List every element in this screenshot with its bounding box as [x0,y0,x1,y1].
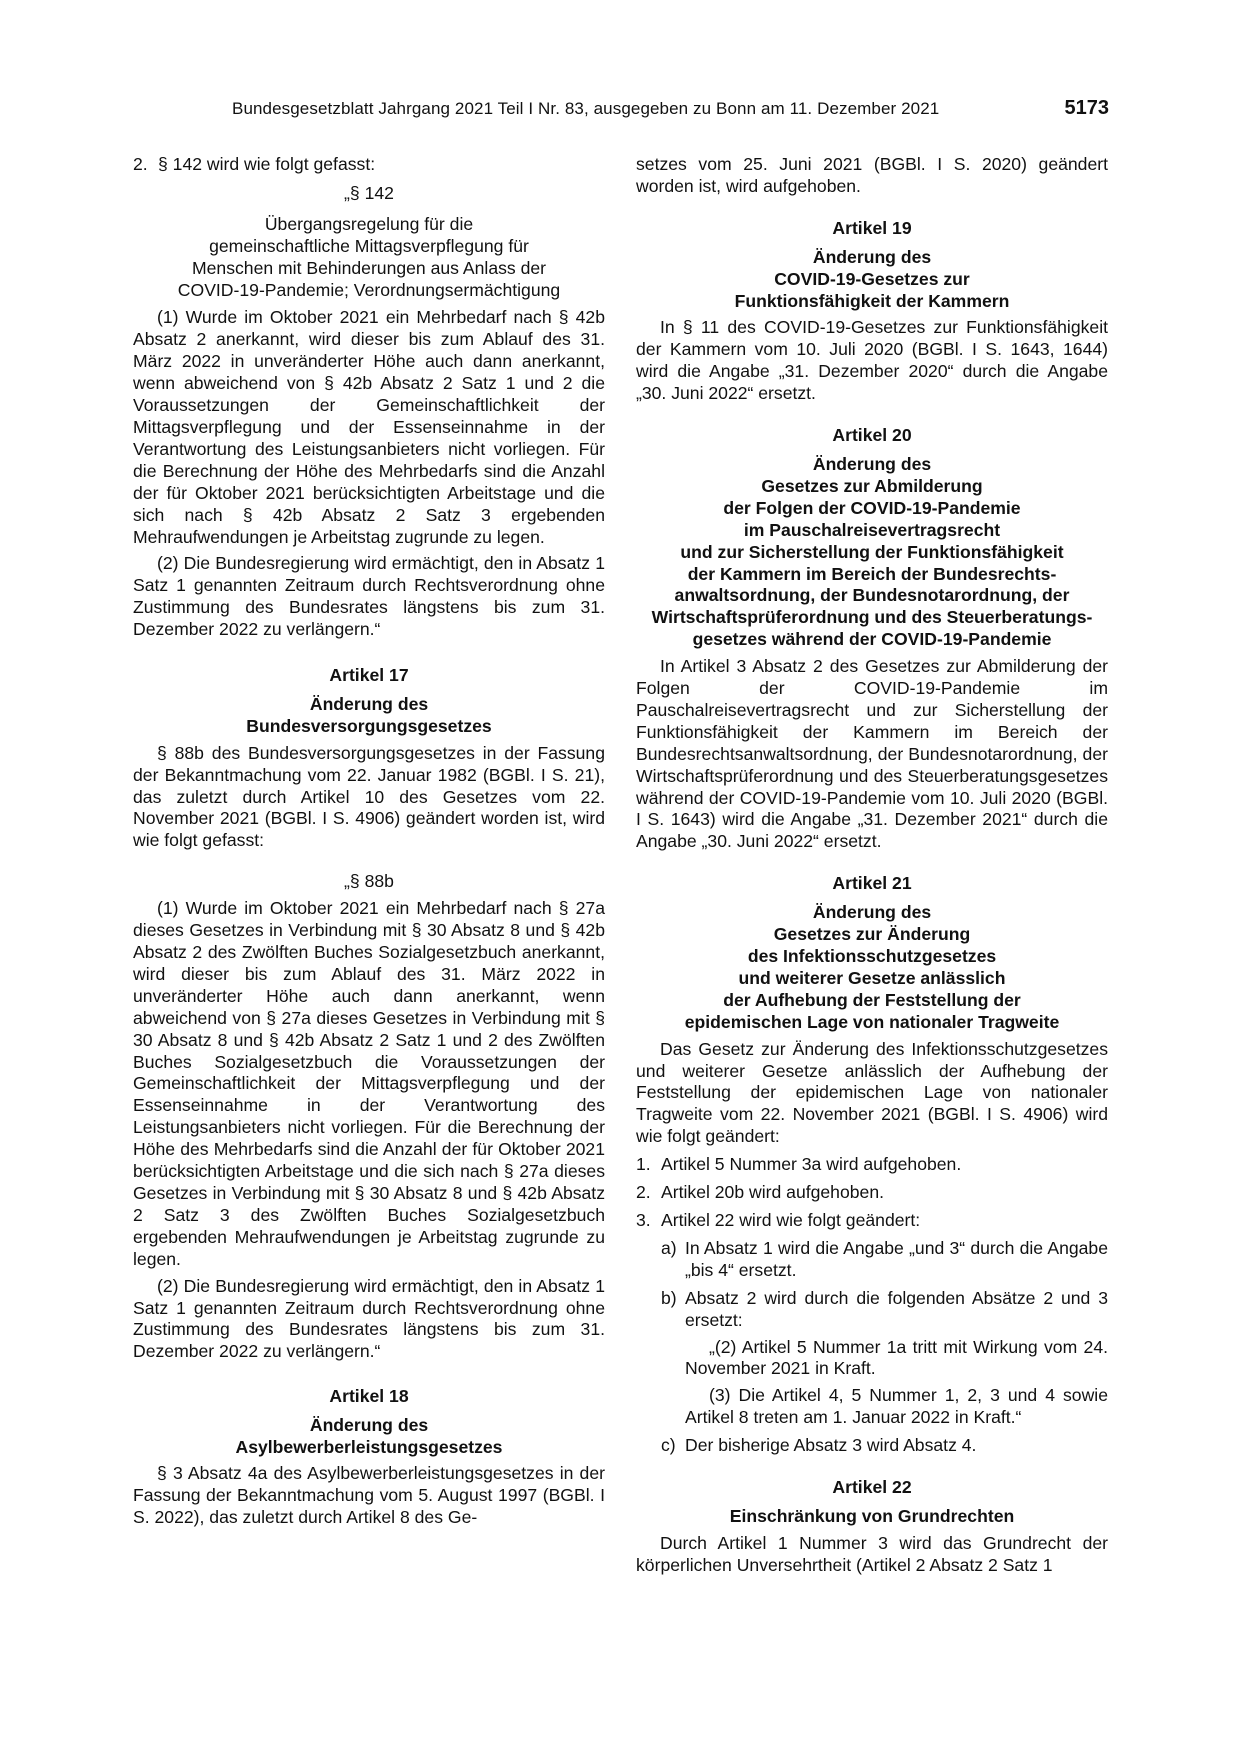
section-number: „§ 142 [344,182,394,203]
list-item [636,1210,1108,1232]
section-title-line: Menschen mit Behinderungen aus Anlass der [191,257,547,278]
sub-list-item [661,1288,1108,1332]
sub-list-item [661,1435,1108,1457]
right-column [636,154,1108,1577]
article-title-line: im Pauschalreisevertragsrecht [743,519,1001,540]
article-title-line: Änderung des [812,246,932,267]
list-item [133,154,605,176]
article-title [636,902,1108,1033]
section-title-line: Übergangsregelung für die [264,213,474,234]
article-title [636,247,1108,313]
list-item-number: 1. [636,1154,651,1175]
sub-list-item-text: Der bisherige Absatz 3 wird Absatz 4. [685,1435,977,1456]
article-title-line: Änderung des [812,453,932,474]
article-title-line: der Aufhebung der Feststellung der [723,989,1021,1010]
article-title-line: Einschränkung von Grundrechten [729,1505,1015,1526]
section-title-line: gemeinschaftliche Mittagsverpflegung für [209,235,529,256]
article-title-line: Funktionsfähigkeit der Kammern [734,290,1010,311]
article-title-line: COVID-19-Gesetzes zur [774,268,970,289]
article-title-line: gesetzes während der COVID-19-Pandemie [692,629,1052,650]
header-title: Bundesgesetzblatt Jahrgang 2021 Teil I Nr. 83, ausgegeben zu Bonn am 11. Dezember 2021 [232,99,940,118]
article-label: Artikel 17 [329,665,409,686]
article-title-line: anwaltsordnung, der Bundesnotarordnung, der [674,585,1070,606]
list-item-number: 2. [636,1182,651,1203]
paragraph: (1) Wurde im Oktober 2021 ein Mehrbedarf nach § 27a dieses Gesetzes in Verbindung mit § 30 Absatz 8 und § 42b Absatz 2 des Zwölften Buches Sozialgesetzbuch anerkannt, wird dieser bis zum Ablauf des 31. März 2022 in unveränderter Höhe auch dann anerkannt, wenn abweichend von § 27a dieses Gesetzes in Verbindung mit § 30 Absatz 8 und § 42b Absatz 2 Satz 1 und 2 des Zwölften Buches Sozialgesetzbuch die Voraussetzungen der Gemeinschaftlichkeit der Mittagsverpflegung und der Essenseinnahme in der Verantwortung des Leistungsanbieters nicht vorliegen. Für die Berechnung der Höhe des Mehrbedarfs sind die Anzahl der für Oktober 2021 berücksichtigten Arbeitstage und die sich nach § 27a dieses Gesetzes in Verbindung mit § 30 Absatz 8 und § 42b Absatz 2 Satz 3 des Zwölften Buches Sozialgesetzbuch ergebenden Mehraufwendungen je Arbeitstag zugrunde zu legen. [133,898,605,1269]
list-item-text: Artikel 5 Nummer 3a wird aufgehoben. [661,1154,962,1175]
section-number: „§ 88b [344,871,394,892]
article-title-line: Asylbewerberleistungsgesetzes [235,1437,503,1458]
section-title [133,214,605,302]
paragraph: § 88b des Bundesversorgungsgesetzes in der Fassung der Bekanntmachung vom 22. Januar 1982 (BGBl. I S. 21), das zuletzt durch Artikel 10 des Gesetzes vom 22. November 2021 (BGBl. I S. 4906) geändert worden ist, wird wie folgt gefasst: [133,742,605,851]
list-item-text: Artikel 20b wird aufgehoben. [661,1182,884,1203]
sub-list-item-text: Absatz 2 wird durch die folgenden Absätze 2 und 3 ersetzt: [685,1287,1108,1330]
paragraph: In Artikel 3 Absatz 2 des Gesetzes zur Abmilderung der Folgen der COVID-19-Pandemie im Pauschalreisevertragsrecht und zur Sicherstellung der Funktionsfähigkeit der Kammern im Bereich der Bundesrechtsanwaltsordnung, der Bundesnotarordnung, der Wirtschaftsprüferordnung und des Steuerberatungsgesetzes während der COVID-19-Pandemie vom 10. Juli 2020 (BGBl. I S. 1643) wird die Angabe „31. Dezember 2021“ durch die Angabe „30. Juni 2022“ ersetzt. [636,656,1108,852]
quoted-paragraph: „(2) Artikel 5 Nummer 1a tritt mit Wirkung vom 24. November 2021 in Kraft. [685,1336,1108,1379]
article-label: Artikel 19 [832,217,912,238]
article-label: Artikel 21 [832,873,912,894]
article-title-line: Wirtschaftsprüferordnung und des Steuerberatungs- [651,607,1093,628]
paragraph: (2) Die Bundesregierung wird ermächtigt, den in Absatz 1 Satz 1 genannten Zeitraum durch Rechtsverordnung ohne Zustimmung des Bundesrates längstens bis zum 31. Dezember 2022 zu verlängern.“ [133,1275,605,1362]
paragraph: (2) Die Bundesregierung wird ermächtigt, den in Absatz 1 Satz 1 genannten Zeitraum durch Rechtsverordnung ohne Zustimmung des Bundesrates längstens bis zum 31. Dezember 2022 zu verlängern.“ [133,553,605,640]
article-label: Artikel 20 [832,425,912,446]
article-title-line: Gesetzes zur Änderung [773,924,971,945]
article-title-line: der Kammern im Bereich der Bundesrechts- [687,563,1057,584]
paragraph: Durch Artikel 1 Nummer 3 wird das Grundrecht der körperlichen Unversehrtheit (Artikel 2 Absatz 2 Satz 1 [636,1532,1108,1575]
article-title-line: Änderung des [309,1415,429,1436]
article-label: Artikel 22 [832,1477,912,1498]
article-title-line: Änderung des [309,693,429,714]
paragraph: Das Gesetz zur Änderung des Infektionsschutzgesetzes und weiterer Gesetze anlässlich der Aufhebung der Feststellung der epidemischen Lage von nationaler Tragweite vom 22. November 2021 (BGBl. I S. 4906) wird wie folgt geändert: [636,1038,1108,1147]
page-header [232,99,1109,125]
article-title-line: Gesetzes zur Abmilderung [761,475,983,496]
list-item-text: § 142 wird wie folgt gefasst: [158,154,376,174]
sub-list-item-letter: a) [661,1237,677,1258]
paragraph: setzes vom 25. Juni 2021 (BGBl. I S. 2020) geändert worden ist, wird aufgehoben. [636,154,1108,196]
quoted-paragraph: (3) Die Artikel 4, 5 Nummer 1, 2, 3 und 4 sowie Artikel 8 treten am 1. Januar 2022 in Kraft.“ [685,1385,1108,1428]
paragraph: In § 11 des COVID-19-Gesetzes zur Funktionsfähigkeit der Kammern vom 10. Juli 2020 (BGBl. I S. 1643, 1644) wird die Angabe „31. Dezember 2020“ durch die Angabe „30. Juni 2022“ ersetzt. [636,317,1108,404]
article-title-line: epidemischen Lage von nationaler Tragweite [684,1011,1060,1032]
page-number: 5173 [1064,97,1109,119]
list-item [636,1182,1108,1204]
article-title-line: und zur Sicherstellung der Funktionsfähigkeit [680,541,1064,562]
article-title-line: Bundesversorgungsgesetzes [246,715,492,736]
sub-list-item-letter: b) [661,1287,677,1308]
article-title-line: und weiterer Gesetze anlässlich [738,967,1006,988]
paragraph: § 3 Absatz 4a des Asylbewerberleistungsgesetzes in der Fassung der Bekanntmachung vom 5. August 1997 (BGBl. I S. 2022), das zuletzt durch Artikel 8 des Ge- [133,1462,605,1527]
sub-list-item-text: In Absatz 1 wird die Angabe „und 3“ durch die Angabe „bis 4“ ersetzt. [685,1237,1108,1280]
list-item-number: 2. [133,154,148,174]
section-title-line: COVID-19-Pandemie; Verordnungsermächtigung [177,279,561,300]
left-column [133,154,605,1529]
list-item [636,1154,1108,1176]
article-title [636,454,1108,651]
article-label: Artikel 18 [329,1386,409,1407]
article-title [133,1415,605,1459]
paragraph: (1) Wurde im Oktober 2021 ein Mehrbedarf nach § 42b Absatz 2 anerkannt, wird dieser bis zum Ablauf des 31. März 2022 in unveränderter Höhe auch dann anerkannt, wenn abweichend von § 42b Absatz 2 Satz 1 und 2 die Voraussetzungen der Gemeinschaftlichkeit der Mittagsverpflegung und der Essenseinnahme in der Verantwortung des Leistungsanbieters nicht vorliegen. Für die Berechnung der Höhe des Mehrbedarfs sind die Anzahl der für Oktober 2021 berücksichtigten Arbeitstage und die sich nach § 42b Absatz 2 Satz 3 ergebenden Mehraufwendungen je Arbeitstag zugrunde zu legen. [133,307,605,547]
article-title-line: des Infektionsschutzgesetzes [747,946,997,966]
article-title-line: der Folgen der COVID-19-Pandemie [723,497,1021,518]
article-title-line: Änderung des [812,902,932,923]
article-title [133,694,605,738]
list-item-number: 3. [636,1209,651,1230]
sub-list-item [661,1238,1108,1282]
sub-list-item-letter: c) [661,1435,676,1456]
list-item-text: Artikel 22 wird wie folgt geändert: [661,1209,921,1230]
